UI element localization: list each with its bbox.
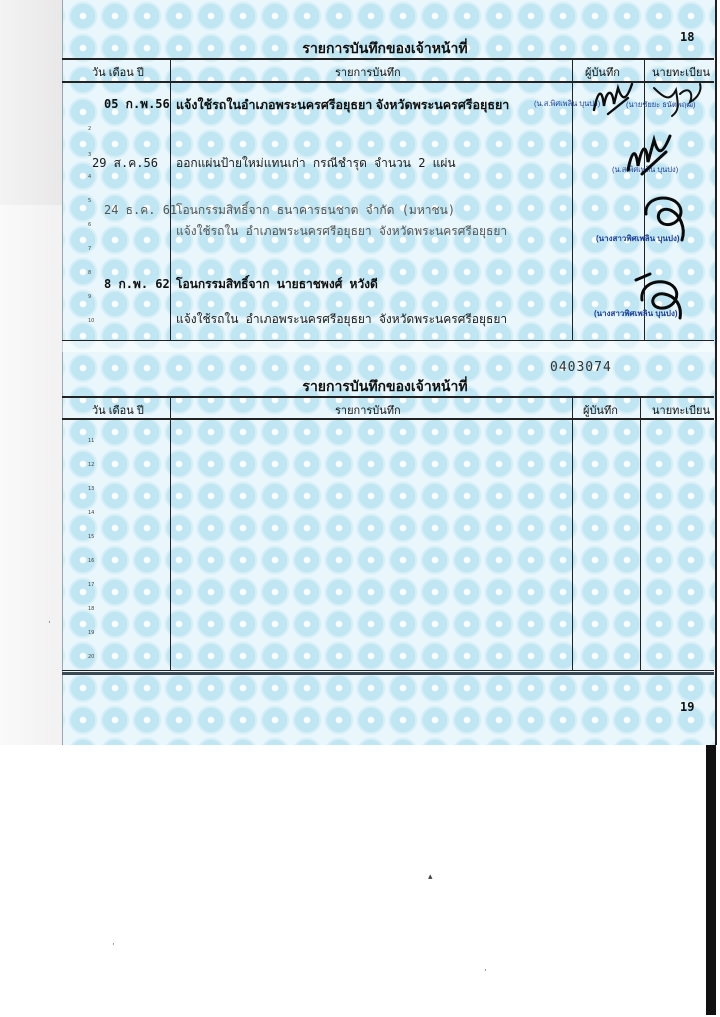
header-date: วัน เดือน ปี <box>92 67 144 79</box>
header-rule-top <box>62 396 714 398</box>
entry-date: 24 ธ.ค. 61 <box>104 203 178 217</box>
recorder-stamp: (น.ส.พิศเพลิน บุนปง) <box>612 165 679 174</box>
signature-registrar-1 <box>650 80 706 120</box>
binding-strip <box>706 745 716 1015</box>
scan-speck: · <box>48 618 51 628</box>
entry-text: ออกแผ่นป้ายใหม่แทนเก่า กรณีชำรุด จำนวน 2 แผ่น <box>176 156 456 170</box>
entry-text: แจ้งใช้รถในอำเภอพระนครศรีอยุธยา จังหวัดพระนครศรีอยุธยา <box>176 98 510 112</box>
header-recorder: ผู้บันทึก <box>585 67 620 79</box>
row-number: 18 <box>88 606 95 612</box>
header-date: วัน เดือน ปี <box>92 405 144 417</box>
header-rule-top <box>62 58 714 60</box>
registrar-stamp: (นายชัยยะ ธนัตพฤฒ) <box>626 100 696 109</box>
row-number: 19 <box>88 630 95 636</box>
section-end-rule <box>62 670 714 671</box>
sheet-bottom-rule <box>62 672 714 675</box>
scan-speck: · <box>112 940 115 950</box>
entry-date: 05 ก.พ.56 <box>104 97 170 111</box>
row-number: 6 <box>88 222 92 228</box>
row-number: 17 <box>88 582 95 588</box>
row-number: 3 <box>88 152 92 158</box>
recorder-stamp: (นางสาวพิศเพลิน บุนปง) <box>594 309 678 318</box>
entry-text: โอนกรรมสิทธิ์จาก ธนาคารธนชาต จำกัด (มหาชน) <box>176 203 456 217</box>
row-number: 10 <box>88 318 95 324</box>
row-number: 5 <box>88 198 92 204</box>
row-number: 20 <box>88 654 95 660</box>
header-registrar: นายทะเบียน <box>652 67 711 79</box>
header-entry: รายการบันทึก <box>335 67 401 79</box>
signature-recorder-1 <box>588 80 648 120</box>
header-registrar: นายทะเบียน <box>652 405 711 417</box>
scan-speck: ▴ <box>428 872 433 882</box>
col-divider-date <box>170 58 171 340</box>
scan-shadow <box>0 0 62 205</box>
row-number: 12 <box>88 462 95 468</box>
entry-date: 29 ส.ค.56 <box>92 156 158 170</box>
entry-text-line2: แจ้งใช้รถใน อำเภอพระนครศรีอยุธยา จังหวัดพระนครศรีอยุธยา <box>176 224 508 238</box>
header-entry: รายการบันทึก <box>335 405 401 417</box>
signature-recorder-4 <box>630 270 690 326</box>
row-number: 15 <box>88 534 95 540</box>
col-divider-date <box>170 396 171 670</box>
row-number: 2 <box>88 126 92 132</box>
row-number: 11 <box>88 438 95 444</box>
section-title-top: รายการบันทึกของเจ้าหน้าที่ <box>302 42 468 57</box>
row-number: 7 <box>88 246 92 252</box>
col-divider-entry <box>572 396 573 670</box>
scan-speck: · <box>484 966 487 976</box>
recorder-stamp: (นางสาวพิศเพลิน บุนปง) <box>596 234 680 243</box>
row-number: 14 <box>88 510 95 516</box>
row-number: 13 <box>88 486 95 492</box>
entry-text: โอนกรรมสิทธิ์จาก นายธาชพงศ์ หวังดี <box>176 277 378 291</box>
signature-recorder-2 <box>620 130 680 180</box>
recorder-stamp: (น.ส.พิศเพลิน บุนปง) <box>534 99 601 108</box>
row-number: 9 <box>88 294 92 300</box>
section-title-bottom: รายการบันทึกของเจ้าหน้าที่ <box>302 380 468 395</box>
row-number: 4 <box>88 174 92 180</box>
section-end-rule <box>62 340 714 341</box>
entry-date: 8 ก.พ. 62 <box>104 277 170 291</box>
entry-text-line2: แจ้งใช้รถใน อำเภอพระนครศรีอยุธยา จังหวัดพระนครศรีอยุธยา <box>176 312 508 326</box>
col-divider-recorder <box>640 396 641 670</box>
scan-shadow-lower <box>0 205 62 745</box>
form-serial-number: 0403074 <box>550 360 612 375</box>
row-number: 8 <box>88 270 92 276</box>
page-number-top: 18 <box>680 30 695 44</box>
page-fold <box>62 340 714 352</box>
row-number: 16 <box>88 558 95 564</box>
page-number-bottom: 19 <box>680 700 695 714</box>
header-recorder: ผู้บันทึก <box>583 405 618 417</box>
signature-recorder-3 <box>636 188 694 246</box>
